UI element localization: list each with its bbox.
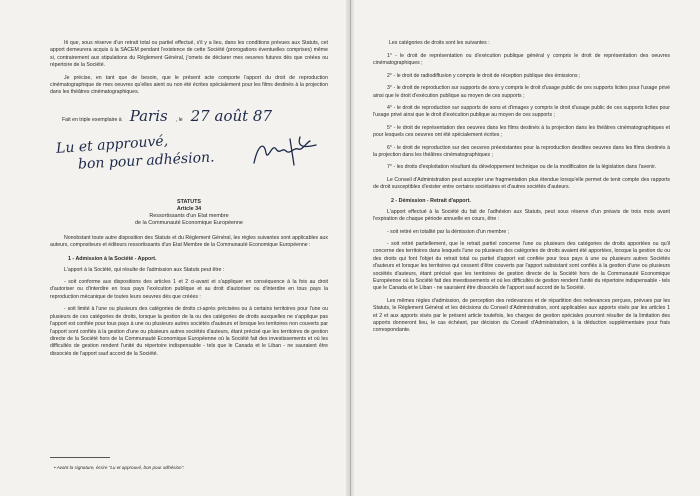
page-fold [346,0,354,496]
handwritten-place: Paris [129,106,168,125]
section-admission: 1 - Admission à la Société - Apport. [68,255,157,262]
statuts-heading [50,199,328,227]
paragraph-apport-acquis: Iti que, sous réserve d'un retrait total ou partiel effectué, s'il y a lieu, dans les conditions prévues aux Statuts, cet apport demeurera acquis à la SACEM pendant l'existence de cette Société (prorogations éventuelles comprises) même si, contrairement aux stipulations du Règlement Général, j'omets de déclarer mes oeuvres futures dès que créées ou répertoire de la Société. [50,40,328,69]
paragraph-apport-retrait: L'apport effectué à la Société du fait de l'adhésion aux Statuts, peut sous réserve d'un préavis de trois mois avant l'expiration de chaque période annuelle en cours, être : [373,208,670,223]
statuts-title: STATUTS [176,198,202,205]
category-4: 4° - le droit de reproduction sur supports de sons et d'images y compris le droit d'usage public de ces supports licites pour l'usage privé ainsi que le droit d'exécution publique au moyen de ces supports ; [373,105,670,119]
category-2: 2° - le droit de radiodiffusion y compris le droit de réception publique des émissions ; [387,72,581,79]
section-demission: 2 - Démission - Retrait d'apport. [391,197,471,204]
paragraph-soit-conforme: - soit conforme aux dispositions des articles 1 et 2 ci-avant et s'appliquer en conséquence à la fois au droit d'autoriser ou d'interdire en tous pays l'exécution publique et au droit d'autoriser ou d'interdire en tous pays la reproduction mécanique de toutes leurs oeuvres dès que créées : [50,279,328,300]
approval-line-1: Lu et approuvé, [55,132,169,157]
paragraph-memes-regles: Les mêmes règles d'admission, de perception des redevances et de répartition des redevances perçues, prévues par les Statuts, le Règlement Général et les décisions du Conseil d'Administration, sont applicables aux apports visés par les articles 1 et 2 et aux apports visés par le présent article toutefois, les charges de gestion spéciales pourront résulter de la limitation des apports donneront lieu, le cas échéant, par décision du Conseil d'Administration, à la déduction supplémentaire pour frais correspondante. [373,297,670,334]
paragraph-retrait-total: - soit retiré en totalité par la démission d'un membre ; [387,228,510,235]
footnote: • Avant la signature, écrire "Lu et approuvé, bon pour adhésion". [54,465,185,470]
sign-prefix: Fait en triple exemplaire à [62,116,122,123]
category-5: 5° - le droit de représentation des oeuvres dans les films destinés à la projection dans les théâtres cinématographiques et pour lesquels ces oeuvres ont été spécialement écrites ; [373,124,670,139]
article-title: Article 34 [176,205,202,212]
paragraph-nonobstant: Nonobstant toute autre disposition des Statuts et du Règlement Général, les règles suivantes sont applicables aux auteurs, compositeurs et éditeurs ressortissants d'un Etat Membre de la Communauté Economique Européenne : [50,234,328,249]
paragraph-apport-intro: L'apport à la Société, qui résulte de l'admission aux Statuts peut être : [64,266,225,273]
article-subtitle-2: de la Communauté Economique Européenne [135,219,243,226]
handwritten-approval [50,132,328,179]
paragraph-soit-limite: - soit limité à l'une ou plusieurs des catégories de droits ci-après précisées ou à certains territoires pour l'une ou plusieurs de ces catégories de droits, lorsque la gestion de la ou des catégories de droits auxquelles ne s'applique pas l'apport est confiée pour tous pays à une ou plusieurs autres sociétés d'auteurs et lorsque les territoires non couverts par l'apport sont confiés à la gestion d'une ou plusieurs autres sociétés d'auteurs, étant précisé que les territoires de gestion directe de la Société hors de la Communauté Economique Européenne où la Société fait des investissements et où les difficultés de gestion rendent l'unité du répertoire indispensable - tels que le Canada et le Liban - ne sauraient être dissociés de l'apport sauf accord de la Société. [50,306,328,357]
categories-intro: Les catégories de droits sont les suivantes : [389,40,490,46]
approval-line-2: bon pour adhésion. [77,149,215,173]
sign-mid: , le [175,116,183,123]
category-1: 1° - le droit de représentation ou d'exécution publique général y compris le droit de représentation des oeuvres cinématographiques ; [373,53,670,67]
right-page [350,0,700,496]
category-3: 3° - le droit de reproduction sur supports de sons y compris le droit d'usage public de ces supports licites pour l'usage privé ainsi que le droit d'exécution publique au moyen de ces supports ; [373,85,670,99]
paragraph-conseil: Le Conseil d'Administration peut accepter une fragmentation plus étendue lorsqu'elle permet de tenir compte des rapports de droit susceptibles d'exister entre certains sociétaires et d'autres sociétés d'auteurs. [373,176,670,191]
footnote-divider [50,457,110,458]
handwritten-date: 27 août 87 [190,106,273,125]
article-subtitle-1: Ressortissants d'un Etat membre [149,212,229,219]
paragraph-retrait-partiel: - soit retiré partiellement, que le retrait partiel concerne l'une ou plusieurs des catégories de droits apportées ou qu'il concerne des territoires dans lesquels l'une ou plusieurs des catégories de droits avaient été apportées, lorsque la gestion du ou des droits qui font l'objet du retrait total ou partiel d'apport est confiée pour tous pays à une ou plusieurs autres Sociétés d'auteurs et lorsque les territoires qui cessent d'être couverts par l'apport subsistant sont confiés à la gestion d'une ou plusieurs sociétés d'auteurs, étant précisé que les territoires de gestion directe de la Société hors de la Communauté Economique Européenne où la Société fait des investissements et où les difficultés de gestion rendent l'unité du répertoire indispensable - tels que le Canada et le Liban - ne sauraient être dissociés de l'apport sauf accord de la Société. [373,240,670,292]
category-6: 6° - le droit de reproduction sur des oeuvres préexistantes pour la reproduction desdites oeuvres dans les films destinés à la projection dans les théâtres cinématographiques ; [373,144,670,159]
paragraph-droit-cinema: Je précise, en tant que de besoin, que le présent acte comporte l'apport du droit de reproduction cinématographique de mes oeuvres qu'elles aient ou non été écrites spécialement pour les films destinés à la projection dans les théâtres cinématographiques. [50,74,328,96]
signature-place-date [62,107,328,131]
handwritten-signature [250,135,320,169]
category-7: 7° - les droits d'exploitation résultant du développement technique ou de la modification de la législation dans l'avenir. [387,164,657,171]
